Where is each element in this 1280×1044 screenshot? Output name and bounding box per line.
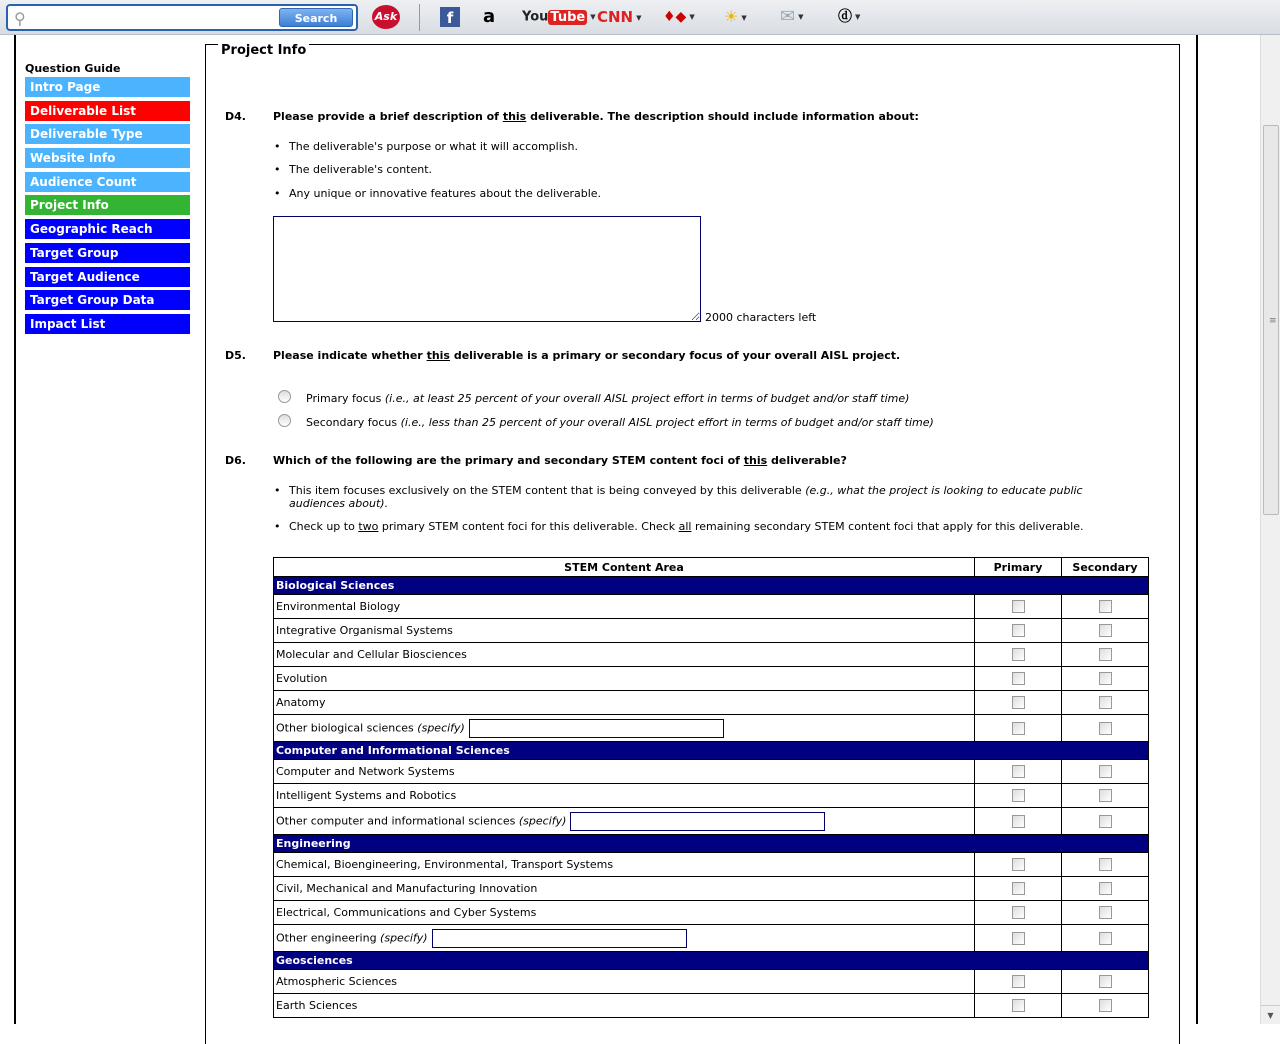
primary-checkbox[interactable]: [1012, 999, 1025, 1012]
primary-cell: [975, 808, 1062, 835]
table-row: [274, 853, 1149, 877]
dictionary-icon[interactable]: ⓓ ▼: [838, 9, 861, 25]
primary-cell: [975, 901, 1062, 925]
secondary-cell: [1062, 595, 1149, 619]
primary-cell: [975, 853, 1062, 877]
specify-label: (specify): [417, 721, 465, 734]
col-header-secondary: Secondary: [1062, 558, 1149, 577]
secondary-cell: [1062, 691, 1149, 715]
nav-item-impact-list[interactable]: Impact List: [25, 314, 190, 334]
secondary-cell: [1062, 619, 1149, 643]
primary-checkbox[interactable]: [1012, 815, 1025, 828]
table-row-other: [274, 925, 1149, 952]
secondary-cell: [1062, 853, 1149, 877]
secondary-cell: [1062, 643, 1149, 667]
primary-cell: [975, 994, 1062, 1018]
mail-icon[interactable]: ✉ ▼: [780, 6, 804, 27]
category-label: Biological Sciences: [274, 577, 1149, 595]
question-text-d6: Which of the following are the primary and secondary STEM content foci of this deliverable?: [273, 454, 847, 467]
table-row: [274, 994, 1149, 1018]
content-area-label: Integrative Organismal Systems: [274, 619, 975, 643]
secondary-checkbox[interactable]: [1099, 815, 1112, 828]
search-icon: ⚲: [14, 9, 26, 28]
nav-item-deliverable-list[interactable]: Deliverable List: [25, 101, 190, 121]
secondary-checkbox[interactable]: [1099, 765, 1112, 778]
primary-checkbox[interactable]: [1012, 648, 1025, 661]
secondary-checkbox[interactable]: [1099, 600, 1112, 613]
category-row: [274, 952, 1149, 970]
content-area-label: Evolution: [274, 667, 975, 691]
secondary-checkbox[interactable]: [1099, 932, 1112, 945]
secondary-checkbox[interactable]: [1099, 672, 1112, 685]
primary-cell: [975, 970, 1062, 994]
category-label: Geosciences: [274, 952, 1149, 970]
content-area-label: Other computer and informational sciences: [276, 814, 516, 827]
scrollbar-thumb[interactable]: ≡: [1263, 125, 1279, 515]
section-legend: Project Info: [218, 43, 309, 58]
nav-item-intro-page[interactable]: Intro Page: [25, 77, 190, 97]
primary-focus-radio[interactable]: [278, 390, 291, 403]
nav-item-target-group-data[interactable]: Target Group Data: [25, 290, 190, 310]
nav-item-audience-count[interactable]: Audience Count: [25, 172, 190, 192]
specify-label: (specify): [380, 931, 428, 944]
category-row: [274, 577, 1149, 595]
specify-input[interactable]: [469, 719, 724, 738]
content-area-label: Intelligent Systems and Robotics: [274, 784, 975, 808]
toolbar-search-input[interactable]: [6, 4, 358, 31]
primary-cell: [975, 877, 1062, 901]
table-row: [274, 619, 1149, 643]
other-cell: [274, 808, 975, 835]
primary-checkbox[interactable]: [1012, 858, 1025, 871]
description-textarea[interactable]: [273, 216, 701, 322]
facebook-icon[interactable]: f: [440, 7, 460, 27]
nav-item-target-audience[interactable]: Target Audience: [25, 267, 190, 287]
table-row: [274, 901, 1149, 925]
content-area-label: Earth Sciences: [274, 994, 975, 1018]
table-row: [274, 760, 1149, 784]
table-row: [274, 643, 1149, 667]
primary-checkbox[interactable]: [1012, 672, 1025, 685]
table-row: [274, 877, 1149, 901]
other-cell: [274, 925, 975, 952]
browser-toolbar: [0, 0, 1280, 35]
primary-checkbox[interactable]: [1012, 696, 1025, 709]
secondary-checkbox[interactable]: [1099, 858, 1112, 871]
page-border-left: [14, 35, 16, 1024]
secondary-checkbox[interactable]: [1099, 906, 1112, 919]
col-header-primary: Primary: [975, 558, 1062, 577]
characters-left-counter: 2000 characters left: [705, 311, 817, 324]
secondary-cell: [1062, 877, 1149, 901]
vertical-scrollbar[interactable]: [1260, 35, 1280, 1024]
cnn-label: CNN: [597, 8, 634, 26]
secondary-checkbox[interactable]: [1099, 722, 1112, 735]
primary-checkbox[interactable]: [1012, 882, 1025, 895]
specify-label: (specify): [518, 814, 567, 827]
secondary-cell: [1062, 667, 1149, 691]
question-text-d4: Please provide a brief description of this deliverable. The description should include information about:: [273, 110, 919, 123]
content-area-label: Anatomy: [274, 691, 975, 715]
primary-cell: [975, 595, 1062, 619]
youtube-icon[interactable]: You Tube ▼: [522, 9, 596, 25]
d4-bullet: • Any unique or innovative features about the deliverable.: [273, 187, 1133, 200]
primary-focus-label[interactable]: Primary focus (i.e., at least 25 percent of your overall AISL project effort in terms of budget and/or staff time): [306, 392, 910, 405]
search-button[interactable]: Search: [279, 8, 353, 27]
table-row: [274, 784, 1149, 808]
content-area-label: Electrical, Communications and Cyber Systems: [274, 901, 975, 925]
table-row: [274, 970, 1149, 994]
d6-bullet: • This item focuses exclusively on the STEM content that is being conveyed by this deliverable (e.g., what the project is looking to educate public audiences about).: [273, 484, 1133, 510]
primary-cell: [975, 691, 1062, 715]
col-header-area: STEM Content Area: [274, 558, 975, 577]
nav-item-project-info[interactable]: Project Info: [25, 195, 190, 215]
content-area-label: Other biological sciences: [276, 721, 414, 734]
secondary-cell: [1062, 784, 1149, 808]
secondary-checkbox[interactable]: [1099, 882, 1112, 895]
games-icon[interactable]: ♦◆ ▼: [663, 9, 695, 25]
table-row-other: [274, 808, 1149, 835]
content-area-label: Other engineering: [276, 931, 377, 944]
content-area-label: Computer and Network Systems: [274, 760, 975, 784]
specify-input[interactable]: [570, 812, 825, 831]
table-row: [274, 595, 1149, 619]
page-border-right: [1196, 35, 1198, 1024]
stem-content-table: [273, 557, 1149, 1018]
secondary-cell: [1062, 925, 1149, 952]
primary-checkbox[interactable]: [1012, 975, 1025, 988]
table-row-other: [274, 715, 1149, 742]
question-number-d5: D5.: [225, 349, 246, 362]
question-guide-nav: [25, 62, 190, 338]
cnn-icon[interactable]: CNN ▼: [597, 8, 642, 26]
secondary-checkbox[interactable]: [1099, 999, 1112, 1012]
secondary-cell: [1062, 715, 1149, 742]
toolbar-separator: [419, 4, 420, 31]
primary-checkbox[interactable]: [1012, 789, 1025, 802]
primary-cell: [975, 760, 1062, 784]
nav-item-geographic-reach[interactable]: Geographic Reach: [25, 219, 190, 239]
scroll-up-button[interactable]: [1261, 35, 1280, 54]
weather-icon[interactable]: ☀ ▼: [724, 7, 747, 26]
nav-item-target-group[interactable]: Target Group: [25, 243, 190, 263]
primary-cell: [975, 715, 1062, 742]
specify-input[interactable]: [432, 929, 687, 948]
primary-checkbox[interactable]: [1012, 624, 1025, 637]
primary-cell: [975, 643, 1062, 667]
primary-cell: [975, 619, 1062, 643]
d4-bullet: • The deliverable's content.: [273, 163, 1133, 176]
content-area-label: Civil, Mechanical and Manufacturing Innovation: [274, 877, 975, 901]
amazon-icon[interactable]: a: [483, 6, 496, 27]
question-number-d6: D6.: [225, 454, 246, 467]
category-label: Engineering: [274, 835, 1149, 853]
secondary-checkbox[interactable]: [1099, 648, 1112, 661]
secondary-cell: [1062, 808, 1149, 835]
ask-icon[interactable]: Ask: [372, 5, 400, 29]
primary-checkbox[interactable]: [1012, 932, 1025, 945]
content-area-label: Chemical, Bioengineering, Environmental, Transport Systems: [274, 853, 975, 877]
primary-cell: [975, 667, 1062, 691]
primary-checkbox[interactable]: [1012, 765, 1025, 778]
nav-item-deliverable-type[interactable]: Deliverable Type: [25, 124, 190, 144]
d6-bullet: • Check up to two primary STEM content foci for this deliverable. Check all remaining secondary STEM content foci that apply for this deliverable.: [273, 520, 1133, 533]
secondary-cell: [1062, 760, 1149, 784]
other-cell: [274, 715, 975, 742]
secondary-cell: [1062, 901, 1149, 925]
primary-checkbox[interactable]: [1012, 722, 1025, 735]
secondary-cell: [1062, 994, 1149, 1018]
secondary-checkbox[interactable]: [1099, 789, 1112, 802]
primary-cell: [975, 925, 1062, 952]
table-row: [274, 691, 1149, 715]
primary-cell: [975, 784, 1062, 808]
secondary-checkbox[interactable]: [1099, 975, 1112, 988]
table-row: [274, 667, 1149, 691]
nav-item-website-info[interactable]: Website Info: [25, 148, 190, 168]
primary-checkbox[interactable]: [1012, 906, 1025, 919]
category-label: Computer and Informational Sciences: [274, 742, 1149, 760]
category-row: [274, 742, 1149, 760]
content-area-label: Atmospheric Sciences: [274, 970, 975, 994]
secondary-focus-label[interactable]: Secondary focus (i.e., less than 25 percent of your overall AISL project effort in terms of budget and/or staff time): [306, 416, 934, 429]
nav-title: Question Guide: [25, 62, 121, 75]
scroll-down-button[interactable]: ▼: [1261, 1005, 1280, 1024]
primary-checkbox[interactable]: [1012, 600, 1025, 613]
category-row: [274, 835, 1149, 853]
content-area-label: Environmental Biology: [274, 595, 975, 619]
question-text-d5: Please indicate whether this deliverable is a primary or secondary focus of your overall AISL project.: [273, 349, 901, 362]
content-area-label: Molecular and Cellular Biosciences: [274, 643, 975, 667]
d4-bullet: • The deliverable's purpose or what it will accomplish.: [273, 140, 1133, 153]
secondary-checkbox[interactable]: [1099, 624, 1112, 637]
secondary-focus-radio[interactable]: [278, 414, 291, 427]
secondary-cell: [1062, 970, 1149, 994]
secondary-checkbox[interactable]: [1099, 696, 1112, 709]
question-number-d4: D4.: [225, 110, 246, 123]
